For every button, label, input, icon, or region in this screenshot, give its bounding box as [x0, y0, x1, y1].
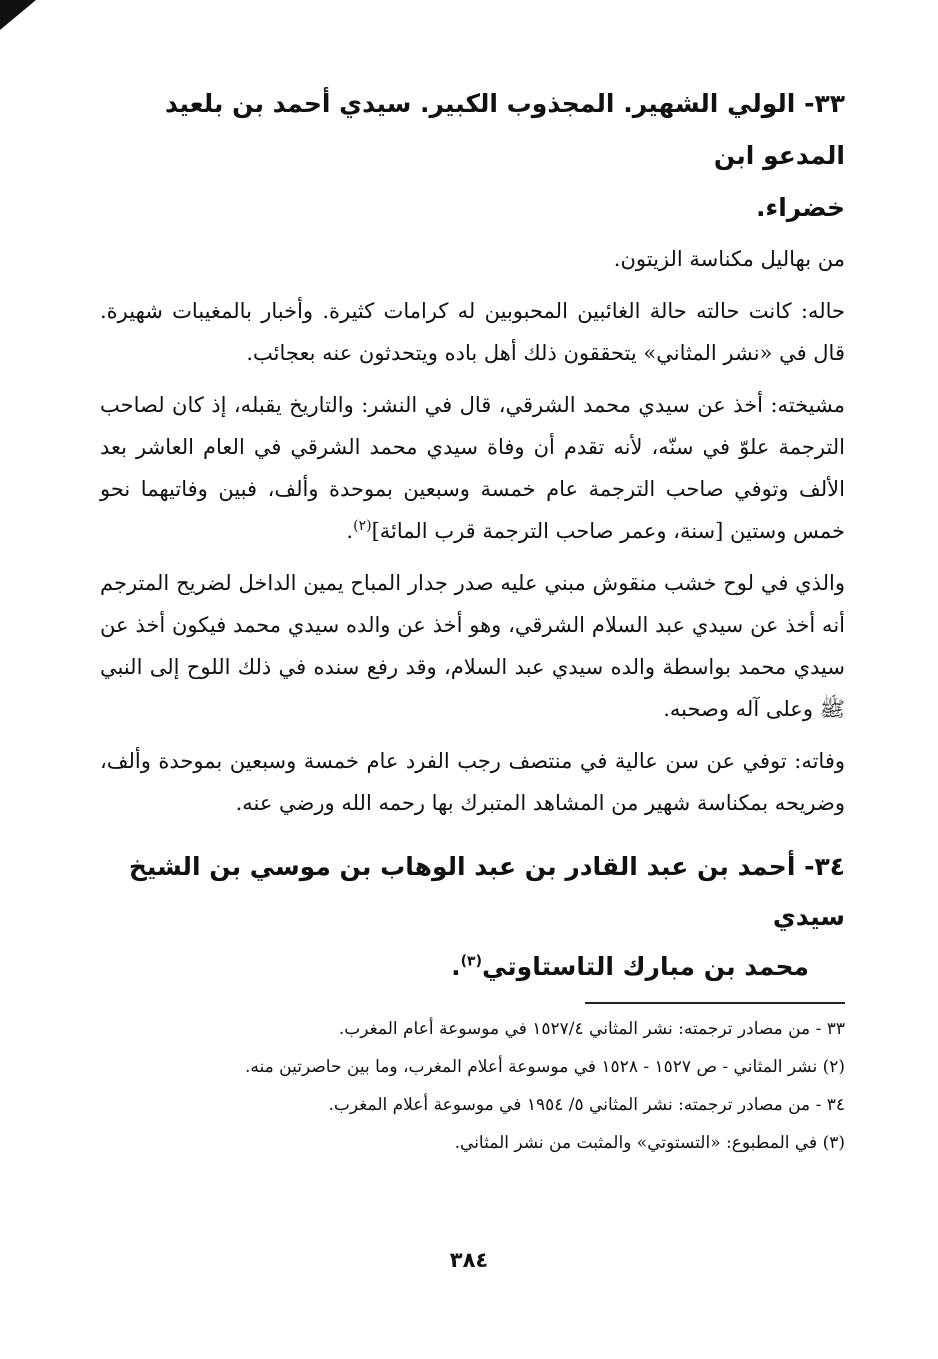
entry-33-death: وفاته: توفي عن سن عالية في منتصف رجب الفرد عام خمسة وسبعين بموحدة وألف، وضريحه بمكناسة شهير من المشاهد المتبرك بها رحمه الله ورضي عنه. [100, 749, 845, 815]
footnote-ref-2: (٢) [353, 518, 372, 534]
entry-33-state: حاله: كانت حالته حالة الغائبين المحبوبين له كرامات كثيرة. وأخبار بالمغيبات شهيرة. قال في «نشر المثاني» يتحققون ذلك أهل باده ويتحدثون عنه بعجائب. [100, 299, 845, 365]
entry-33-teachers [100, 384, 845, 552]
entry-33-teachers-text: مشيخته: أخذ عن سيدي محمد الشرقي، قال في النشر: والتاريخ يقبله، إذ كان لصاحب الترجمة علوّ في سنّه، لأنه تقدم أن وفاة سيدي محمد الشرقي في العام العاشر بعد الألف وتوفي صاحب الترجمة عام خمسة وسبعين بموحدة وألف، فبين وفاتيهما نحو خمس وستين [سنة، وعمر صاحب الترجمة قرب المائة] [100, 393, 845, 543]
entry-34-heading-name: محمد بن مبارك التاستاوتي [481, 952, 809, 981]
footnote-item: (٢) نشر المثاني - ص ١٥٢٧ - ١٥٢٨ في موسوعة أعلام المغرب، وما بين حاصرتين منه. [245, 1057, 845, 1077]
entry-33-heading [100, 78, 845, 234]
entry-33-heading-line2: خضراء. [755, 193, 845, 222]
entry-33-teachers-end: . [346, 519, 354, 543]
entry-34-heading [100, 842, 845, 992]
footnote-item: ٣٤ - من مصادر ترجمته: نشر المثاني ٥/ ١٩٥٤ في موسوعة أعلام المغرب. [328, 1095, 845, 1115]
footnote-ref-3: (٣) [460, 953, 482, 970]
entry-33-origin: من بهاليل مكناسة الزيتون. [613, 247, 845, 271]
entry-34-heading-line1: ٣٤- أحمد بن عبد القادر بن عبد الوهاب بن موسي بن الشيخ سيدي [128, 852, 845, 931]
page-corner-mark [0, 0, 36, 30]
page-body [100, 78, 845, 1162]
footnote-item: ٣٣ - من مصادر ترجمته: نشر المثاني ١٥٢٧/٤ في موسوعة أعام المغرب. [338, 1019, 845, 1039]
entry-33-plaque: والذي في لوح خشب منقوش مبني عليه صدر جدار المباح يمين الداخل لضريح المترجم أنه أخذ عن سيدي عبد السلام الشرقي، وهو أخذ عن والده سيدي محمد فيكون أخذ عن سيدي محمد بواسطة والده سيدي عبد السلام، وقد رفع سنده في ذلك اللوح إلى النبي ﷺ وعلى آله وصحبه. [100, 571, 845, 721]
entry-34-heading-line2 [451, 952, 845, 981]
entry-34-heading-end: . [451, 952, 461, 981]
page-number: ٣٨٤ [449, 1248, 489, 1272]
footnote-divider [585, 1002, 845, 1004]
footnotes [100, 1010, 845, 1162]
entry-33-heading-line1: ٣٣- الولي الشهير. المجذوب الكبير. سيدي أحمد بن بلعيد المدعو ابن [165, 89, 845, 170]
footnote-item: (٣) في المطبوع: «التستوتي» والمثبت من نشر المثاني. [454, 1133, 845, 1153]
